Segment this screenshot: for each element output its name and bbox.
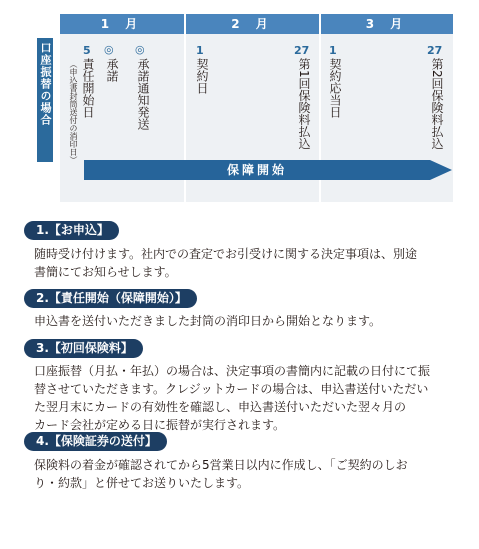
coverage-start-arrow: 保障開始 bbox=[84, 160, 430, 180]
side-tab-label: 口座振替の場合 bbox=[39, 42, 52, 126]
acceptance-label: 承諾 bbox=[105, 58, 119, 82]
day-1-mar: 1 bbox=[329, 44, 337, 57]
section-4-line: り・約款」と併せてお送りいたします。 bbox=[34, 476, 250, 490]
month-header-jan: 1 月 bbox=[60, 14, 184, 34]
section-4-title: 4.【保険証券の送付】 bbox=[24, 432, 167, 451]
circle-mark-icon: ◎ bbox=[135, 43, 145, 56]
first-premium-label: 第1回保険料払込 bbox=[297, 58, 311, 150]
arrow-head-icon bbox=[430, 160, 452, 180]
payment-timeline bbox=[0, 0, 479, 205]
day-1-feb: 1 bbox=[196, 44, 204, 57]
month-header-feb: 2 月 bbox=[186, 14, 319, 34]
section-3-line: た翌月末にカードの有効性を確認し、申込書送付いただいた翌々月の bbox=[34, 400, 407, 414]
section-3-line: 口座振替（月払・年払）の場合は、決定事項の書簡内に記載の日付にて振 bbox=[34, 364, 431, 378]
postmark-note: （申込書封筒送付の消印日） bbox=[69, 60, 78, 164]
anniversary-date-label: 契約応当日 bbox=[328, 58, 342, 118]
section-3-line: 替させていただきます。クレジットカードの場合は、申込書送付いただい bbox=[34, 382, 429, 396]
acceptance-notice-label: 承諾通知発送 bbox=[136, 58, 150, 130]
month-header-mar: 3 月 bbox=[321, 14, 453, 34]
section-2-body bbox=[34, 312, 464, 330]
day-27-mar: 27 bbox=[427, 44, 443, 57]
section-3-body bbox=[34, 362, 464, 434]
second-premium-label: 第2回保険料払込 bbox=[430, 58, 444, 150]
responsibility-start-label: 責任開始日 bbox=[81, 58, 95, 118]
section-3-line: カード会社が定める日に振替が実行されます。 bbox=[34, 418, 286, 432]
day-27-feb: 27 bbox=[294, 44, 310, 57]
day-5: 5 bbox=[83, 44, 91, 57]
section-4-line: 保険料の着金が確認されてから5営業日以内に作成し、「ご契約のしお bbox=[34, 458, 408, 472]
section-2-title: 2.【責任開始（保障開始）】 bbox=[24, 289, 197, 308]
section-1-line: 随時受け付けます。社内での査定でお引受けに関する決定事項は、別途 bbox=[34, 247, 418, 261]
side-tab bbox=[37, 38, 53, 162]
section-4-body bbox=[34, 456, 464, 492]
section-3-title: 3.【初回保険料】 bbox=[24, 339, 143, 358]
section-1-title: 1.【お申込】 bbox=[24, 221, 119, 240]
section-1-body bbox=[34, 245, 464, 281]
circle-mark-icon: ◎ bbox=[104, 43, 114, 56]
section-1-line: 書簡にてお知らせします。 bbox=[34, 265, 177, 279]
contract-date-label: 契約日 bbox=[195, 58, 209, 94]
section-2-line: 申込書を送付いただきました封筒の消印日から開始となります。 bbox=[34, 314, 382, 328]
